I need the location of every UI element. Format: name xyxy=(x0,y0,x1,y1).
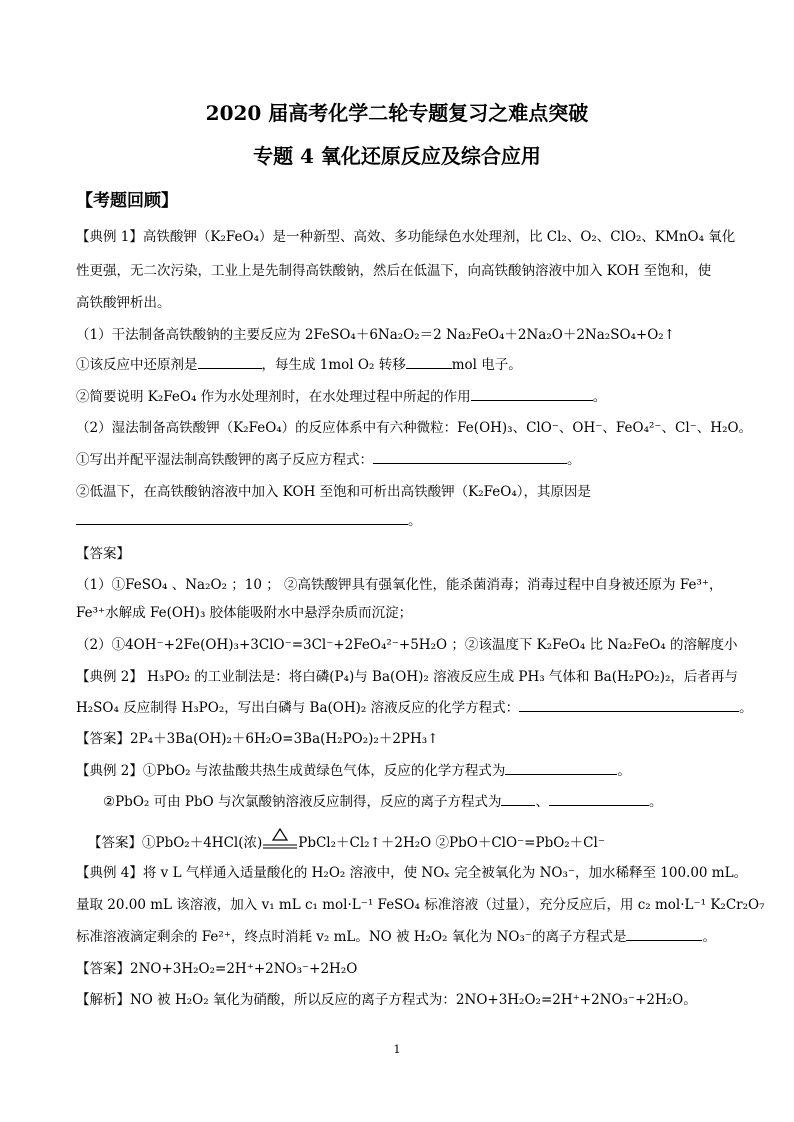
text-fragment: 标准溶液滴定剩余的 Fe²⁺，终点时消耗 v₂ mL。NO 被 H₂O₂ 氧化为 NO₃⁻的离子方程式是 xyxy=(76,929,627,945)
answer-blank[interactable] xyxy=(501,793,535,806)
text-fragment: 。 xyxy=(408,513,422,529)
text-fragment: 【答案】①PbO₂＋4HCl(浓) xyxy=(88,835,263,851)
page-number: 1 xyxy=(393,1043,401,1056)
text-fragment: ②简要说明 K₂FeO₄ 作为水处理剂时，在水处理过程中所起的作用 xyxy=(76,389,471,405)
question-line xyxy=(103,793,662,811)
question-line xyxy=(76,699,753,717)
text-fragment: mol 电子。 xyxy=(451,357,522,373)
text-line: 【答案】2P₄＋3Ba(OH)₂＋6H₂O=3Ba(H₂PO₂)₂＋2PH₃↑ xyxy=(76,731,439,747)
text-line: 量取 20.00 mL 该溶液，加入 v₁ mL c₁ mol·L⁻¹ FeSO₄ 标准溶液（过量），充分反应后，用 c₂ mol·L⁻¹ K₂Cr₂O₇ xyxy=(76,897,765,913)
answer-blank[interactable] xyxy=(505,762,617,775)
question-line xyxy=(76,512,422,530)
text-line: 【典例 2】 H₃PO₂ 的工业制法是：将白磷(P₄)与 Ba(OH)₂ 溶液反应生成 PH₃ 气体和 Ba(H₂PO₂)₂，后者再与 xyxy=(76,669,738,685)
text-fragment: 、 xyxy=(535,794,549,810)
text-fragment: PbCl₂＋Cl₂↑＋2H₂O ②PbO＋ClO⁻=PbO₂＋Cl⁻ xyxy=(298,835,605,851)
answer-blank[interactable] xyxy=(471,388,593,401)
question-line xyxy=(76,928,716,946)
text-line: 【典例 1】高铁酸钾（K₂FeO₄）是一种新型、高效、多功能绿色水处理剂，比 Cl₂、O₂、ClO₂、KMnO₄ 氧化 xyxy=(76,229,736,245)
text-fragment: 。 xyxy=(567,452,581,468)
text-line: （1）①FeSO₄ 、Na₂O₂ ；10 ； ②高铁酸钾具有强氧化性，能杀菌消毒；消毒过程中自身被还原为 Fe³⁺， xyxy=(76,577,723,593)
page-title: 2020 届高考化学二轮专题复习之难点突破 xyxy=(205,101,589,125)
text-fragment: ②PbO₂ 可由 PbO 与次氯酸钠溶液反应制得，反应的离子方程式为 xyxy=(103,794,502,810)
question-line xyxy=(76,388,606,406)
text-line: 【解析】NO 被 H₂O₂ 氧化为硝酸，所以反应的离子方程式为：2NO+3H₂O₂=2H⁺+2NO₃⁻+2H₂O。 xyxy=(76,992,697,1008)
answer-heading: 【答案】 xyxy=(76,546,130,562)
text-line: （2）①4OH⁻+2Fe(OH)₃+3ClO⁻=3Cl⁻+2FeO₄²⁻+5H₂O ；②该温度下 K₂FeO₄ 比 Na₂FeO₄ 的溶解度小 xyxy=(76,637,738,653)
text-fragment: H₂SO₄ 反应制得 H₃PO₂，写出白磷与 Ba(OH)₂ 溶液反应的化学方程式： xyxy=(76,700,520,716)
text-fragment: ，每生成 1mol O₂ 转移 xyxy=(261,357,406,373)
answer-blank[interactable] xyxy=(626,928,702,941)
text-fragment: ①写出并配平湿法制高铁酸钾的离子反应方程式： xyxy=(76,452,373,468)
text-fragment: 。 xyxy=(592,389,607,405)
answer-blank[interactable] xyxy=(198,356,262,369)
text-fragment: 。 xyxy=(702,929,716,945)
text-line: 性更强，无二次污染，工业上是先制得高铁酸钠，然后在低温下，向高铁酸钠溶液中加入 KOH 至饱和，使 xyxy=(76,263,712,279)
answer-blank[interactable] xyxy=(76,512,408,525)
page-subtitle: 专题 4 氧化还原反应及综合应用 xyxy=(253,144,541,168)
text-line: （1）干法制备高铁酸钠的主要反应为 2FeSO₄＋6Na₂O₂＝2 Na₂FeO₄＋2Na₂O＋2Na₂SO₄+O₂↑ xyxy=(76,327,676,343)
heat-condition-icon xyxy=(262,834,298,848)
text-fragment: 【典例 2】①PbO₂ 与浓盐酸共热生成黄绿色气体，反应的化学方程式为 xyxy=(76,763,506,779)
text-fragment: 。 xyxy=(739,700,753,716)
text-line: ②低温下，在高铁酸钠溶液中加入 KOH 至饱和可析出高铁酸钾（K₂FeO₄），其原因是 xyxy=(76,484,591,500)
text-line: Fe³⁺水解成 Fe(OH)₃ 胶体能吸附水中悬浮杂质而沉淀； xyxy=(76,605,413,621)
text-line: 高铁酸钾析出。 xyxy=(76,295,171,311)
text-line: 【典例 4】将 v L 气样通入适量酸化的 H₂O₂ 溶液中，使 NOₓ 完全被氧化为 NO₃⁻，加水稀释至 100.00 mL。 xyxy=(76,865,748,881)
text-line: （2）湿法制备高铁酸钾（K₂FeO₄）的反应体系中有六种微粒：Fe(OH)₃、ClO⁻、OH⁻、FeO₄²⁻、Cl⁻、H₂O。 xyxy=(76,420,753,436)
answer-blank[interactable] xyxy=(406,356,452,369)
section-heading: 【考题回顾】 xyxy=(76,191,178,211)
text-fragment: 。 xyxy=(617,763,631,779)
text-fragment: ①该反应中还原剂是 xyxy=(76,357,198,373)
answer-line xyxy=(88,834,605,852)
answer-blank[interactable] xyxy=(373,451,567,464)
question-line xyxy=(76,356,522,374)
question-line xyxy=(76,451,581,469)
question-line xyxy=(76,762,631,780)
answer-blank[interactable] xyxy=(549,793,649,806)
text-line: 【答案】2NO+3H₂O₂=2H⁺+2NO₃⁻+2H₂O xyxy=(76,961,358,977)
answer-blank[interactable] xyxy=(519,699,739,712)
text-fragment: 。 xyxy=(648,794,663,810)
